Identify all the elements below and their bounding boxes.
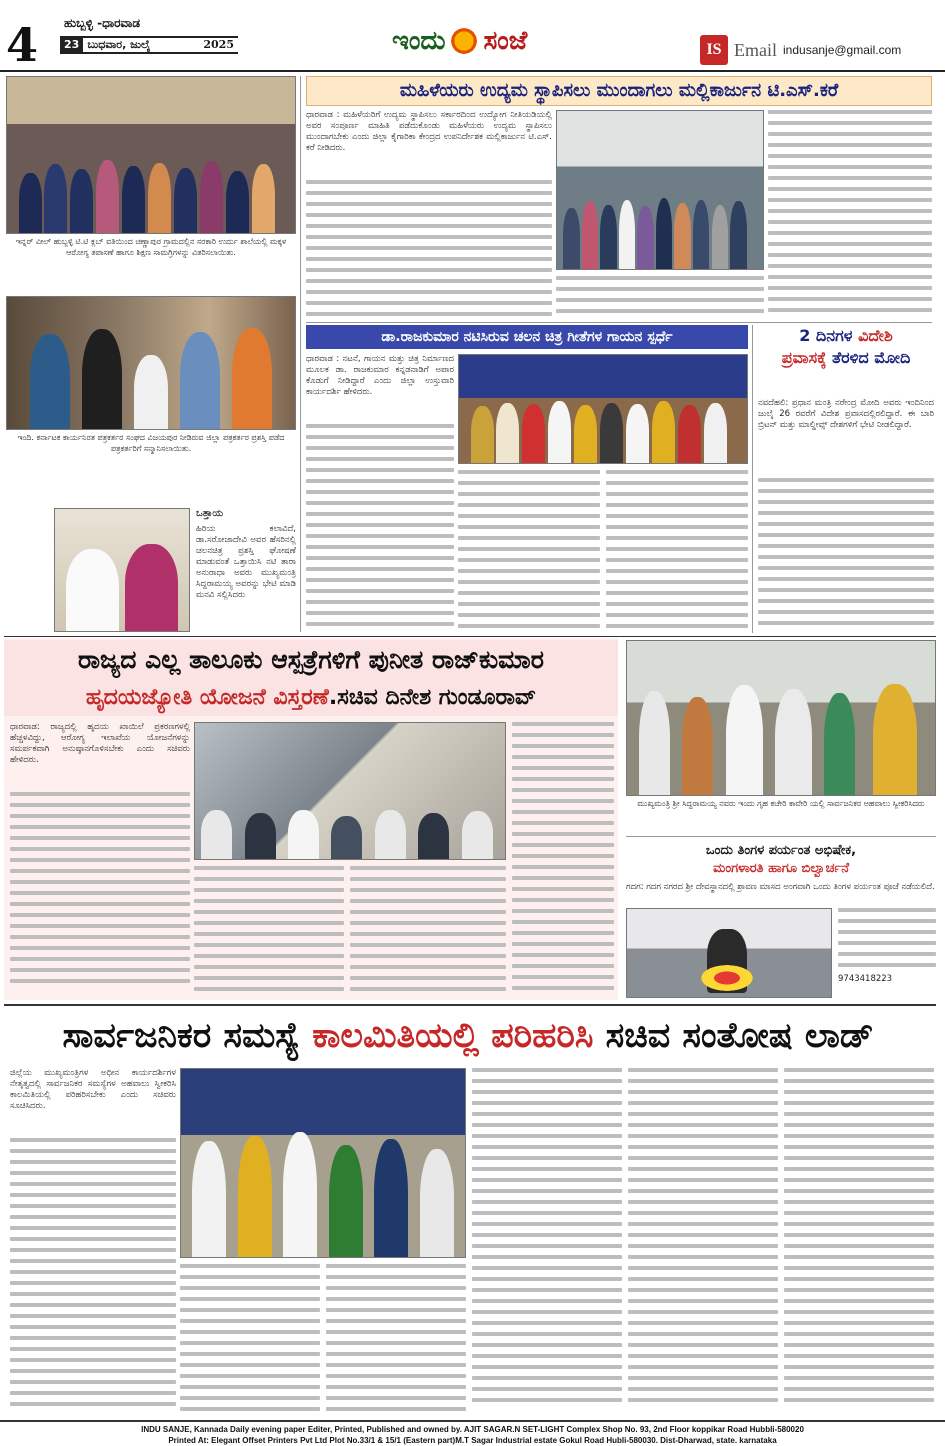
- logo-text-right: ಸಂಜೆ: [483, 26, 528, 56]
- modi-headline: 2 ದಿನಗಳ ವಿದೇಶಿ ಪ್ರವಾಸಕ್ಕೆ ತೆರಳಿದ ಮೋದಿ: [781, 326, 911, 367]
- entrepreneur-body-col2: [556, 276, 764, 320]
- lad-event-photo: [180, 1068, 466, 1258]
- temple-idol-photo: [626, 908, 832, 998]
- column-divider: [300, 76, 301, 632]
- cm-grievance-photo: [626, 640, 936, 796]
- school-photo-caption: ಇನ್ನರ್ ವೀಲ್ ಹುಬ್ಬಳ್ಳಿ ಟಿ.ಟಿ ಕ್ಲಬ್ ವತಿಯಿಂದ ಚಣ್ಣಾಪುರ ಗ್ರಾಮದಲ್ಲಿನ ಸರಕಾರಿ ಉರ್ದು ಶಾಲೆಯಲ್ಲಿ ಮಕ್ಕಳ ಆರೋಗ್ಯ ತಪಾಸಣೆ ಹಾಗೂ ಶಿಕ್ಷಣ ಸಾಮಗ್ರಿಗಳನ್ನು ವಿತರಿಸಲಾಯಿತು.: [15, 237, 287, 257]
- newspaper-logo: [392, 26, 527, 56]
- lad-body-col4: [472, 1068, 622, 1414]
- heart-body-col2: [194, 866, 344, 996]
- lad-body-col5: [628, 1068, 778, 1414]
- imprint-footer: [0, 1420, 945, 1446]
- date-row: [60, 36, 238, 54]
- sun-icon: [449, 26, 479, 56]
- heart-headline-line2: ಹೃದಯಜ್ಯೋತಿ ಯೋಜನೆ ವಿಸ್ತರಣೆ.ಸಚಿವ ದಿನೇಶ ಗುಂಡೂರಾವ್: [4, 680, 618, 716]
- cm-meeting-photo: [54, 508, 190, 632]
- email-block: [700, 35, 901, 65]
- entrepreneur-lead: ಧಾರವಾಡ : ಮಹಿಳೆಯರಿಗೆ ಉದ್ಯಮ ಸ್ಥಾಪಿಸಲು ಸರ್ಕಾರದಿಂದ ಉದ್ಯೋಗ ನೀತಿಯಡಿಯಲ್ಲಿ ಅವರ ಸಂಪೂರ್ಣ ಮಾಹಿತಿ ಪಡೆದುಕೊಂಡು ಮಹಿಳೆಯರು ಉದ್ಯಮ ಸ್ಥಾಪಿಸಲು ಮುಂದಾಗಬೇಕು ಎಂದು ಜಿಲ್ಲಾ ಕೈಗಾರಿಕಾ ಕೇಂದ್ರದ ಉಪನಿರ್ದೇಶಕ ಮಲ್ಲಿಕಾರ್ಜುನ ಟಿ.ಎಸ್. ಕರೆ ನೀಡಿದರು.: [306, 110, 552, 153]
- date-year: 2025: [203, 38, 234, 51]
- courtesy-text: ಹಿರಿಯ ಕಲಾವಿದೆ, ಡಾ.ಸರೋಜಾದೇವಿ ಅವರ ಹೆಸರಿನಲ್ಲಿ ಚಲನಚಿತ್ರ ಪ್ರಶಸ್ತಿ ಘೋಷಣೆ ಮಾಡುವಂತೆ ಒತ್ತಾಯಿಸಿ ನಟಿ ತಾರಾ ಅನುರಾಧಾ ಅವರು ಮುಖ್ಯಮಂತ್ರಿ ಸಿದ್ದರಾಮಯ್ಯ ಅವರನ್ನು ಭೇಟಿ ಮಾಡಿ ಮನವಿ ಸಲ್ಲಿಸಿದರು: [196, 524, 296, 600]
- anointment-phone: 9743418223: [838, 974, 893, 984]
- masthead: [0, 0, 945, 72]
- logo-text-left: ಇಂದು: [392, 26, 446, 56]
- film-song-event-photo: [458, 354, 748, 464]
- edition-city: ಹುಬ್ಬಳ್ಳಿ -ಧಾರವಾಡ: [64, 16, 140, 30]
- film-song-body-col3: [606, 470, 748, 632]
- email-label: Email: [734, 40, 777, 60]
- section-divider: [4, 636, 936, 637]
- lad-body-col6: [784, 1068, 934, 1414]
- modi-lead: ನವದೆಹಲಿ: ಪ್ರಧಾನ ಮಂತ್ರಿ ನರೇಂದ್ರ ಮೋದಿ ಅವರು ಇಂದಿನಿಂದ ಜುಲೈ 26 ರವರೆಗೆ ವಿದೇಶ ಪ್ರವಾಸದಲ್ಲಿರಲಿದ್ದಾರೆ. ಈ ಬಾರಿ ಬ್ರಿಟನ್ ಮತ್ತು ಮಾಲ್ಡೀವ್ಸ್ ದೇಶಗಳಿಗೆ ಭೇಟಿ ನೀಡಲಿದ್ದಾರೆ.: [758, 398, 934, 430]
- entrepreneur-body-col3: [768, 110, 932, 320]
- heart-body-col4: [512, 722, 614, 996]
- anointment-body: [838, 908, 936, 972]
- school-group-photo: [6, 76, 296, 234]
- date-weekday: ಬುಧವಾರ, ಜುಲೈ: [87, 38, 151, 51]
- column-divider: [752, 325, 753, 633]
- dateline: [60, 16, 238, 54]
- entrepreneur-headline: ಮಹಿಳೆಯರು ಉದ್ಯಮ ಸ್ಥಾಪಿಸಲು ಮುಂದಾಗಲು ಮಲ್ಲಿಕಾರ್ಜುನ ಟಿ.ಎಸ್.ಕರೆ: [306, 76, 932, 106]
- date-day: 23: [60, 38, 83, 52]
- film-song-lead: ಧಾರವಾಡ : ನಟನೆ, ಗಾಯನ ಮತ್ತು ಚಿತ್ರ ನಿರ್ಮಾಣದ ಮೂಲಕ ಡಾ. ರಾಜಕುಮಾರ ಕನ್ನಡನಾಡಿಗೆ ಅಪಾರ ಕೊಡುಗೆ ನೀಡಿದ್ದಾರೆ ಎಂದು ಜಿಲ್ಲಾ ಉಸ್ತುವಾರಿ ಕಾರ್ಯದರ್ಶಿ ಹೇಳಿದರು.: [306, 354, 454, 397]
- film-song-body-col2: [458, 470, 600, 632]
- heart-headline-line1: ರಾಜ್ಯದ ಎಲ್ಲ ತಾಲೂಕು ಆಸ್ಪತ್ರೆಗಳಿಗೆ ಪುನೀತ ರಾಜ್‌ಕುಮಾರ: [4, 640, 618, 680]
- cm-photo-caption: ಮುಖ್ಯಮಂತ್ರಿ ಶ್ರೀ ಸಿದ್ದರಾಮಯ್ಯ ನವರು ಇಂದು ಗೃಹ ಕಚೇರಿ ಕಾವೇರಿ ಯಲ್ಲಿ ಸಾರ್ವಜನಿಕರ ಅಹವಾಲು ಸ್ವೀಕರಿಸಿದರು: [637, 799, 925, 808]
- modi-body: [758, 478, 934, 632]
- film-song-body-col1: [306, 424, 454, 632]
- anointment-headline: ಒಂದು ತಿಂಗಳ ಪರ್ಯಂತ ಅಭಿಷೇಕ, ಮಂಗಳಾರತಿ ಹಾಗೂ ಬಿಲ್ವಾರ್ಚನೆ: [705, 843, 857, 876]
- lad-body-col1: [10, 1138, 176, 1414]
- journalist-photo-caption: ಇಂದಿ. ಕರ್ನಾಟಕ ಕಾರ್ಯನಿರತ ಪತ್ರಕರ್ತರ ಸಂಘದ ವಿಜಯಪುರ ನೀಡಿರುವ ಜಿಲ್ಲಾ ಪತ್ರಕರ್ತರ ಪ್ರಶಸ್ತಿ ಪಡೆದ ಪತ್ರಕರ್ತರಿಗೆ ಸನ್ಮಾನಿಸಲಾಯಿತು.: [17, 433, 285, 453]
- health-meeting-photo: [194, 722, 506, 860]
- entrepreneur-body-col1: [306, 180, 552, 320]
- imprint-line-2: Printed At: Elegant Offset Printers Pvt Ltd Plot No.33/1 & 15/1 (Eastern part)M.T Sagar Industrial estate Gokul Road Hubli-580030. Dist-Dharwad, state. karnataka: [168, 1436, 777, 1445]
- anointment-lead: ಗದಗ: ಗದಗ ನಗರದ ಶ್ರೀ ದೇವಸ್ಥಾನದಲ್ಲಿ ಶ್ರಾವಣ ಮಾಸದ ಅಂಗವಾಗಿ ಒಂದು ತಿಂಗಳ ಪರ್ಯಂತ ಪೂಜೆ ನಡೆಯಲಿದೆ.: [626, 882, 935, 892]
- lad-lead: ಜಿಲ್ಲೆಯ ಮುಖ್ಯಮಂತ್ರಿಗಳ ಅಧೀನ ಕಾರ್ಯದರ್ಶಿಗಳ ನೇತೃತ್ವದಲ್ಲಿ ಸಾರ್ವಜನಿಕರ ಸಮಸ್ಯೆಗಳ ಅಹವಾಲು ಸ್ವೀಕರಿಸಿ ಕಾಲಮಿತಿಯಲ್ಲಿ ಪರಿಹರಿಸಬೇಕು ಎಂದು ಸಚಿವರು ಸೂಚಿಸಿದರು.: [10, 1068, 176, 1111]
- section-divider: [626, 836, 936, 837]
- heart-lead: ಧಾರವಾಡ: ರಾಜ್ಯದಲ್ಲಿ ಹೃದಯ ಖಾಯಿಲೆ ಪ್ರಕರಣಗಳಲ್ಲಿ ಹೆಚ್ಚಳವಿದ್ದು, ಆರೋಗ್ಯ ಇಲಾಖೆಯ ಯೋಜನೆಗಳನ್ನು ಸಮರ್ಪಕವಾಗಿ ಅನುಷ್ಠಾನಗೊಳಿಸಬೇಕು ಎಂದು ಸಚಿವರು ಹೇಳಿದರು.: [10, 722, 190, 765]
- heart-body-col1: [10, 792, 190, 996]
- journalist-award-photo: [6, 296, 296, 430]
- courtesy-title: ಒತ್ತಾಯ: [196, 508, 224, 519]
- is-badge-icon: IS: [700, 35, 728, 65]
- film-song-headline: ಡಾ.ರಾಜಕುಮಾರ ನಟಿಸಿರುವ ಚಲನ ಚಿತ್ರ ಗೀತೆಗಳ ಗಾಯನ ಸ್ಪರ್ಧೆ: [306, 325, 748, 349]
- section-divider: [306, 322, 932, 323]
- lad-body-col3: [326, 1264, 466, 1414]
- imprint-line-1: INDU SANJE, Kannada Daily evening paper Editer, Printed, Published and owned by. AJIT SAGAR.N SET-LIGHT Complex Shop No. 93, 2nd Floor koppikar Road Hubbli-580020: [141, 1425, 804, 1434]
- entrepreneur-group-photo: [556, 110, 764, 270]
- email-address[interactable]: indusanje@gmail.com: [783, 43, 902, 57]
- section-divider: [4, 1004, 936, 1006]
- page-number: 4: [6, 18, 39, 72]
- lad-headline: ಸಾರ್ವಜನಿಕರ ಸಮಸ್ಯೆ ಕಾಲಮಿತಿಯಲ್ಲಿ ಪರಿಹರಿಸಿ ಸಚಿವ ಸಂತೋಷ ಲಾಡ್: [62, 1016, 874, 1056]
- heart-body-col3: [350, 866, 506, 996]
- lad-body-col2: [180, 1264, 320, 1414]
